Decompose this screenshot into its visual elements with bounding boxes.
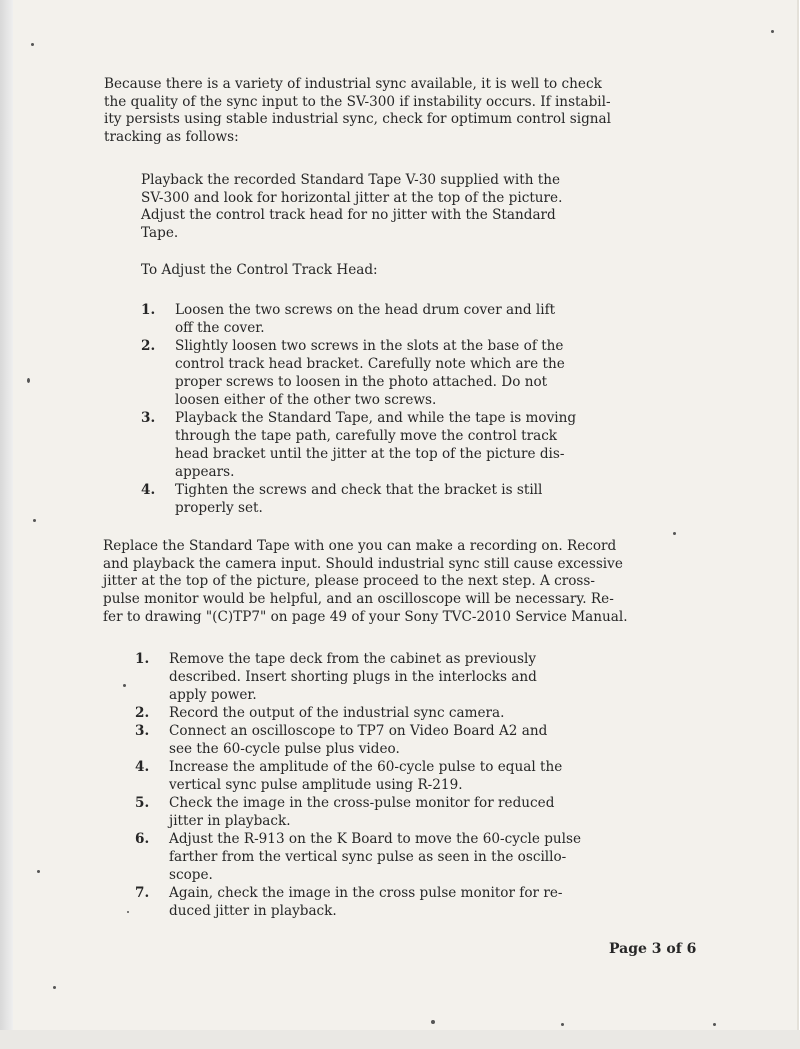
- list-item: [135, 650, 581, 704]
- list-item: [135, 722, 581, 758]
- step-number: 4.: [141, 482, 156, 498]
- step-number: 4.: [135, 759, 150, 775]
- intro-line: tracking as follows:: [104, 129, 239, 146]
- camera-input-line: fer to drawing "(C)TP7" on page 49 of your Sony TVC-2010 Service Manual.: [103, 608, 628, 625]
- step-line: jitter in playback.: [169, 813, 291, 829]
- oscilloscope-steps: [135, 650, 581, 920]
- scan-speck: [713, 1023, 716, 1026]
- step-number: 1.: [135, 651, 150, 667]
- step-line: control track head bracket. Carefully note which are the: [175, 356, 565, 372]
- scan-bottom-edge: [0, 1030, 800, 1049]
- scan-speck: [771, 30, 774, 33]
- scan-speck: [27, 378, 30, 383]
- step-number: 6.: [135, 831, 150, 847]
- camera-input-line: and playback the camera input. Should industrial sync still cause excessive: [103, 555, 623, 572]
- step-line: loosen either of the other two screws.: [175, 392, 437, 408]
- list-item: [141, 409, 576, 481]
- intro-line: the quality of the sync input to the SV-300 if instability occurs. If instabil-: [104, 93, 611, 110]
- step-line: off the cover.: [175, 320, 265, 336]
- step-number: 3.: [141, 410, 156, 426]
- camera-input-line: Replace the Standard Tape with one you can make a recording on. Record: [103, 538, 617, 554]
- scan-speck: [127, 911, 129, 913]
- step-line: properly set.: [175, 500, 263, 516]
- step-line: farther from the vertical sync pulse as seen in the oscillo-: [169, 849, 567, 865]
- list-item: [135, 794, 581, 830]
- step-line: Adjust the R-913 on the K Board to move the 60-cycle pulse: [169, 831, 582, 847]
- step-line: Loosen the two screws on the head drum cover and lift: [175, 302, 556, 318]
- scan-speck: [37, 870, 40, 873]
- step-line: see the 60-cycle pulse plus video.: [169, 741, 400, 757]
- step-line: duced jitter in playback.: [169, 903, 337, 919]
- control-track-steps: [141, 301, 576, 517]
- step-number: 5.: [135, 795, 150, 811]
- step-line: described. Insert shorting plugs in the interlocks and: [169, 669, 537, 685]
- list-item: [135, 758, 581, 794]
- camera-input-line: jitter at the top of the picture, please proceed to the next step. A cross-: [103, 573, 595, 590]
- step-line: scope.: [169, 867, 213, 883]
- step-line: Increase the amplitude of the 60-cycle pulse to equal the: [169, 759, 563, 775]
- list-item: [141, 481, 576, 517]
- intro-paragraph: [104, 76, 611, 147]
- standard-tape-line: SV-300 and look for horizontal jitter at the top of the picture.: [141, 189, 563, 206]
- camera-input-paragraph: [103, 538, 628, 627]
- camera-input-line: pulse monitor would be helpful, and an oscilloscope will be necessary. Re-: [103, 591, 614, 608]
- step-line: Connect an oscilloscope to TP7 on Video Board A2 and: [169, 723, 548, 739]
- scan-speck: [673, 532, 676, 535]
- step-number: 1.: [141, 302, 156, 318]
- step-number: 7.: [135, 885, 150, 901]
- scan-left-edge: [0, 0, 13, 1049]
- list-item: [141, 337, 576, 409]
- scan-speck: [561, 1023, 564, 1026]
- control-track-subheading: To Adjust the Control Track Head:: [141, 262, 378, 278]
- scan-speck: [123, 684, 126, 687]
- step-line: Record the output of the industrial sync camera.: [169, 705, 505, 721]
- step-line: proper screws to loosen in the photo attached. Do not: [175, 374, 548, 390]
- standard-tape-line: Tape.: [141, 225, 179, 242]
- step-line: Again, check the image in the cross pulse monitor for re-: [169, 885, 563, 901]
- list-item: [135, 884, 581, 920]
- intro-line: Because there is a variety of industrial sync available, it is well to check: [104, 76, 602, 92]
- step-number: 2.: [135, 705, 150, 721]
- standard-tape-line: Playback the recorded Standard Tape V-30 supplied with the: [141, 172, 561, 188]
- list-item: [141, 301, 576, 337]
- scan-speck: [33, 519, 36, 522]
- step-line: Slightly loosen two screws in the slots at the base of the: [175, 338, 564, 354]
- standard-tape-line: Adjust the control track head for no jitter with the Standard: [141, 207, 556, 224]
- list-item: [135, 830, 581, 884]
- step-line: head bracket until the jitter at the top of the picture dis-: [175, 446, 565, 462]
- scan-speck: [53, 986, 56, 989]
- intro-line: ity persists using stable industrial sync, check for optimum control signal: [104, 111, 611, 128]
- step-line: Remove the tape deck from the cabinet as previously: [169, 651, 537, 667]
- page-number: Page 3 of 6: [609, 941, 697, 957]
- step-line: Check the image in the cross-pulse monitor for reduced: [169, 795, 555, 811]
- step-line: apply power.: [169, 687, 257, 703]
- step-line: Playback the Standard Tape, and while the tape is moving: [175, 410, 577, 426]
- step-number: 3.: [135, 723, 150, 739]
- scan-speck: [431, 1020, 435, 1024]
- step-number: 2.: [141, 338, 156, 354]
- step-line: appears.: [175, 464, 235, 480]
- standard-tape-paragraph: [141, 172, 562, 243]
- list-item: [135, 704, 581, 722]
- scan-speck: [31, 43, 34, 46]
- step-line: vertical sync pulse amplitude using R-219.: [169, 777, 463, 793]
- step-line: through the tape path, carefully move the control track: [175, 428, 558, 444]
- step-line: Tighten the screws and check that the bracket is still: [175, 482, 543, 498]
- document-page: [13, 0, 799, 1030]
